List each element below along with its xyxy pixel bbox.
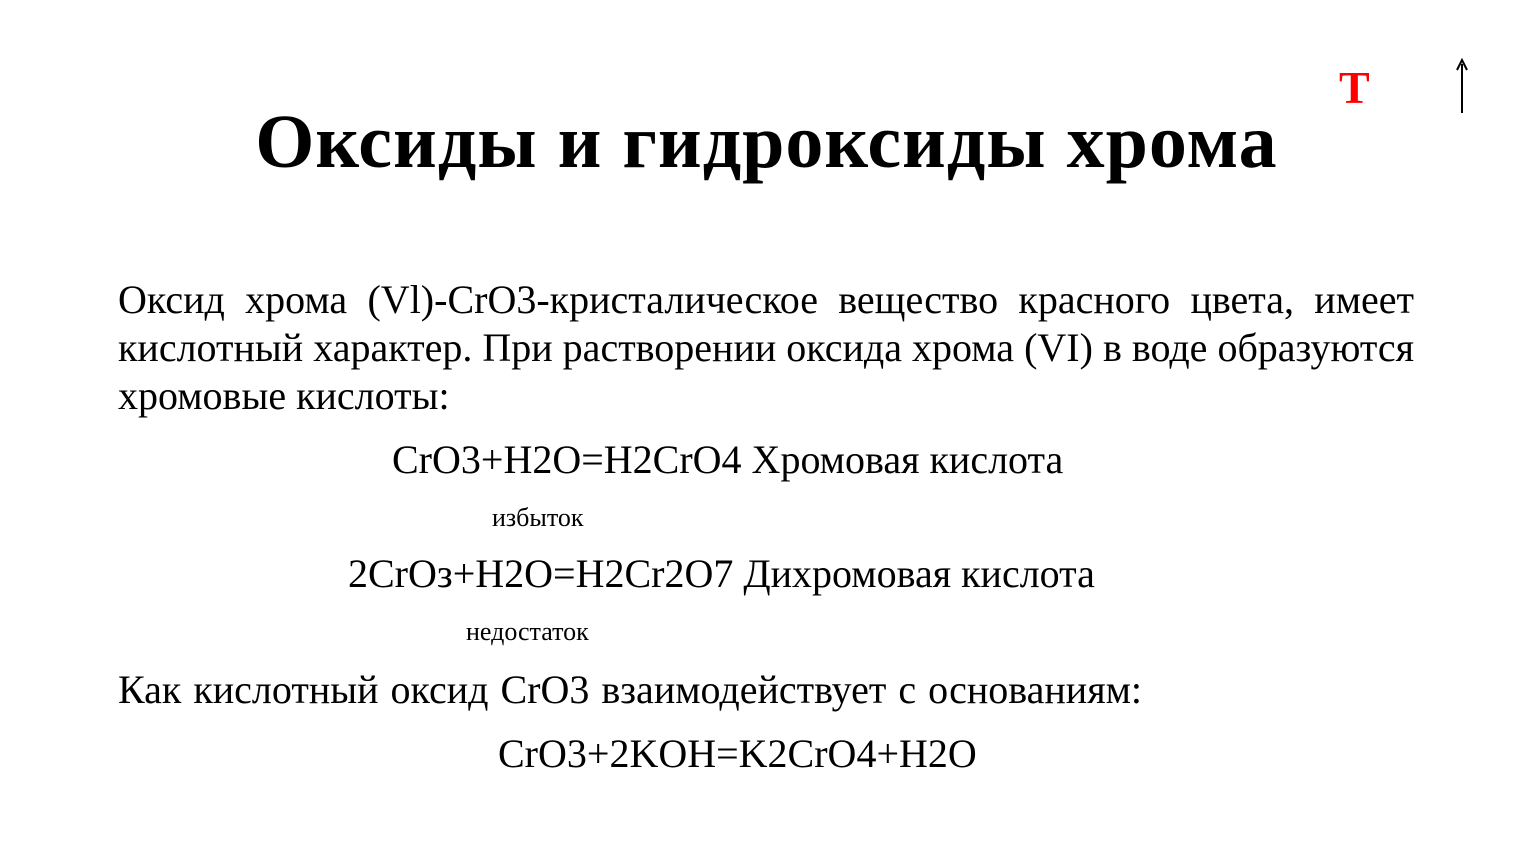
temperature-mark: T xyxy=(1339,62,1370,113)
equation-dichromic-acid: 2CrOз+H2O=H2Cr2O7 Дихромовая кислота xyxy=(348,551,1095,596)
intro-paragraph: Оксид хрома (Vl)-CrO3-кристалическое вещество красного цвета, имеет кислотный характер. При растворении оксида хрома (VI) в воде образуются хромовые кислоты: xyxy=(118,277,1414,418)
condition-deficiency: недостаток xyxy=(466,617,589,646)
equation-chromic-acid: CrO3+H2O=H2CrO4 Хромовая кислота xyxy=(392,437,1064,482)
equation-base-reaction: CrO3+2KOH=K2CrO4+H2O xyxy=(498,731,977,776)
slide-title: Оксиды и гидроксиды хрома xyxy=(255,100,1278,184)
condition-excess: избыток xyxy=(492,503,584,532)
up-arrow-icon xyxy=(1454,58,1470,114)
base-reaction-paragraph: Как кислотный оксид CrO3 взаимодействует с основаниям: xyxy=(118,667,1143,712)
